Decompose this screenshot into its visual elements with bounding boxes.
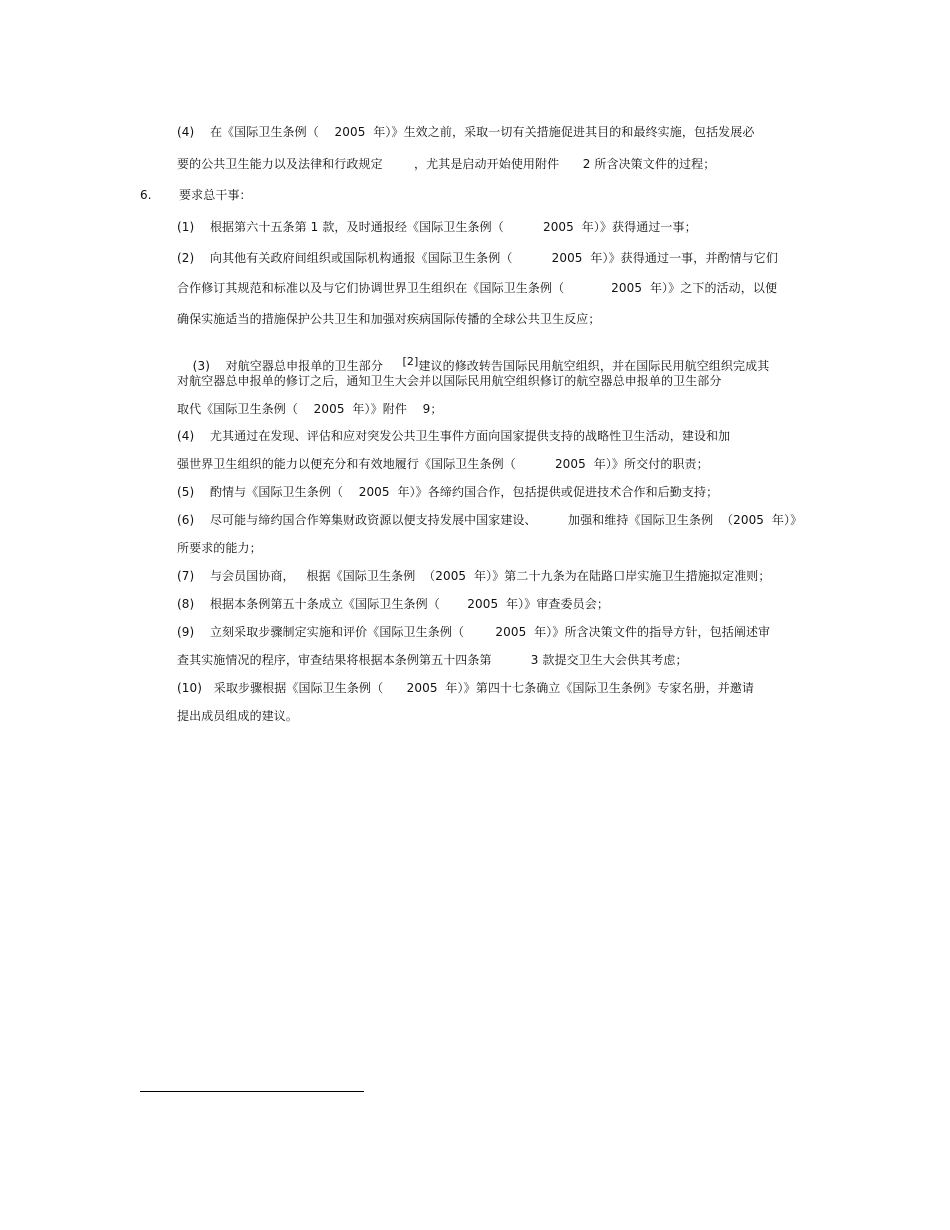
item-6-line-2: 所要求的能力； — [177, 541, 262, 555]
item-4-line-1: (4) 在《国际卫生条例（ 2005 年）》生效之前，采取一切有关措施促进其目的和最终实施，包括发展必 — [177, 125, 755, 139]
item-3-line-1-text-b: 建议的修改转告国际民用航空组织，并在国际民用航空组织完成其 — [418, 359, 770, 373]
item-9-line-1: (9) 立刻采取步骤制定实施和评价《国际卫生条例（ 2005 年）》所含决策文件的指导方针，包括阐述审 — [177, 625, 771, 639]
item-4b-line-1: (4) 尤其通过在发现、评估和应对突发公共卫生事件方面向国家提供支持的战略性卫生活动，建设和加 — [177, 429, 731, 443]
item-3-line-3: 取代《国际卫生条例（ 2005 年）》附件 9； — [177, 402, 443, 416]
item-1-line-1: (1) 根据第六十五条第 1 款，及时通报经《国际卫生条例（ 2005 年）》获得通过一事； — [177, 220, 697, 234]
item-2-line-3: 确保实施适当的措施保护公共卫生和加强对疾病国际传播的全球公共卫生反应； — [177, 312, 601, 326]
section-6-heading: 6. 要求总干事： — [140, 188, 252, 202]
item-8-line-1: (8) 根据本条例第五十条成立《国际卫生条例（ 2005 年）》审查委员会； — [177, 597, 609, 611]
item-2-line-2: 合作修订其规范和标准以及与它们协调世界卫生组织在《国际卫生条例（ 2005 年）》之下的活动，以便 — [177, 281, 778, 295]
item-5-line-1: (5) 酌情与《国际卫生条例（ 2005 年）》各缔约国合作，包括提供或促进技术合作和后勤支持； — [177, 485, 719, 499]
item-3-line-1-text-a: (3) 对航空器总申报单的卫生部分 — [192, 359, 403, 373]
item-4b-line-2: 强世界卫生组织的能力以便充分和有效地履行《国际卫生条例（ 2005 年）》所交付的职责； — [177, 457, 709, 471]
item-2-line-1: (2) 向其他有关政府间组织或国际机构通报《国际卫生条例（ 2005 年）》获得通过一事，并酌情与它们 — [177, 251, 778, 265]
item-9-line-2: 查其实施情况的程序，审查结果将根据本条例第五十四条第 3 款提交卫生大会供其考虑； — [177, 653, 688, 667]
item-6-line-1: (6) 尽可能与缔约国合作筹集财政资源以便支持发展中国家建设、 加强和维持《国际卫生条例 （2005 年）》 — [177, 513, 803, 527]
item-3-line-2: 对航空器总申报单的修订之后，通知卫生大会并以国际民用航空组织修订的航空器总申报单的卫生部分 — [177, 374, 722, 388]
footnote-separator-rule — [140, 1091, 364, 1092]
item-4-line-2: 要的公共卫生能力以及法律和行政规定 ，尤其是启动开始使用附件 2 所含决策文件的过程； — [177, 157, 716, 171]
item-10-line-1: (10) 采取步骤根据《国际卫生条例（ 2005 年）》第四十七条确立《国际卫生条例》专家名册，并邀请 — [177, 681, 755, 695]
footnote-reference: [2] — [402, 355, 419, 368]
item-10-line-2: 提出成员组成的建议。 — [177, 709, 299, 723]
item-7-line-1: (7) 与会员国协商， 根据《国际卫生条例 （2005 年）》第二十九条为在陆路口岸实施卫生措施拟定准则； — [177, 569, 771, 583]
